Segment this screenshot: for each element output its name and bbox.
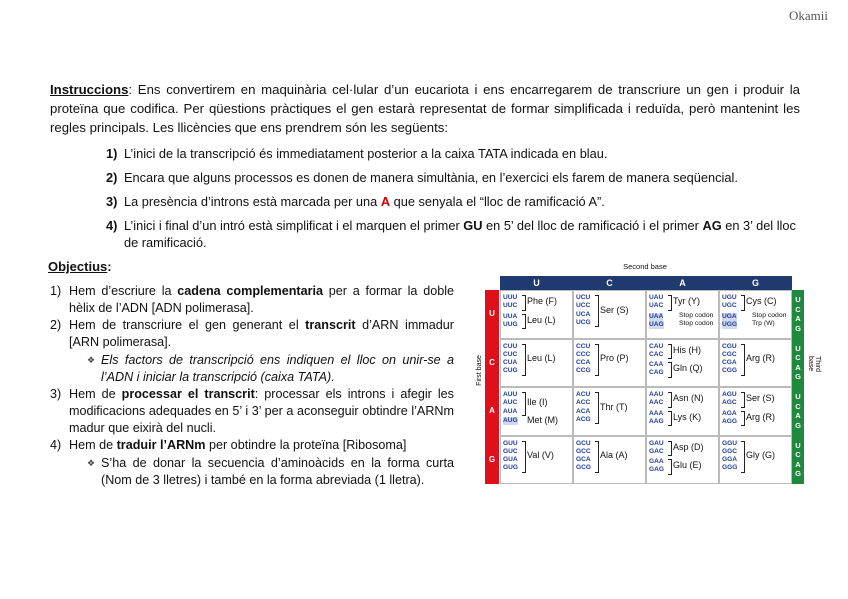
codon-bracket <box>741 295 745 311</box>
stop-codon-text: Stop codon <box>752 311 787 319</box>
codon-label: CAC <box>649 350 664 358</box>
rule-number: 4) <box>106 218 118 233</box>
codon-label: CAG <box>649 369 664 377</box>
amino-acid-label: Val (V) <box>527 450 554 461</box>
codon-bracket <box>522 314 526 330</box>
codon-label: CUU <box>503 342 518 350</box>
objectives-list <box>50 283 454 489</box>
amino-acid-label: Ile (I) <box>527 397 548 408</box>
codon-label: GCG <box>576 464 592 472</box>
codon-label: CCG <box>576 367 591 375</box>
rule-number: 3) <box>106 194 118 209</box>
second-base-header-u: U <box>500 276 573 290</box>
codon-label: GAG <box>649 466 665 474</box>
codon-bracket <box>741 344 745 376</box>
amino-acid-label: Cys (C) <box>746 296 777 307</box>
amino-acid-label: Ser (S) <box>600 304 629 315</box>
codon-label: GGG <box>722 464 738 472</box>
objective-item: 2) Hem de transcriure el gen generant el transcrit d’ARN immadur [ARN polimerasa]. ❖ Els factors de transcripció ens indiquen el lloc on unir-se a l’ADN i iniciar la transcripció (caixa TATA). <box>50 318 455 384</box>
codon-label: CUG <box>503 367 518 375</box>
codon-label: GCA <box>576 456 591 464</box>
codon-bracket <box>668 362 672 378</box>
codon-bracket <box>741 441 745 473</box>
stop-codon-text: Stop codon <box>679 311 714 319</box>
codon-label: ACC <box>576 399 591 407</box>
codon-bracket <box>522 344 526 376</box>
third-base-u: U <box>795 295 801 304</box>
codon-label: AAC <box>649 399 664 407</box>
codon-label: CCC <box>576 350 591 358</box>
codon-label: GCC <box>576 447 591 455</box>
codon-label: AUC <box>503 399 518 407</box>
branch-point-marker: A <box>380 194 391 209</box>
stop-codon-text: Stop codon <box>679 320 714 328</box>
codon-bracket <box>668 295 672 311</box>
rule-text: Encara que alguns processos es donen de manera simultània, en l’exercici els farem de manera seqüencial. <box>124 170 738 185</box>
instructions-label: Instruccions <box>50 82 129 97</box>
codon-bracket <box>595 392 599 424</box>
third-base-g: G <box>795 372 801 382</box>
amino-acid-label: Gln (Q) <box>673 363 703 374</box>
third-base-a: A <box>795 362 801 372</box>
codon-label: GUG <box>503 464 519 472</box>
amino-acid-label: Pro (P) <box>600 353 629 364</box>
codon-bracket <box>522 295 526 311</box>
third-base-u: U <box>795 392 801 401</box>
codon-bracket <box>668 344 672 360</box>
second-base-header-c: C <box>573 276 646 290</box>
codon-table <box>470 262 820 484</box>
codon-label: CCU <box>576 342 591 350</box>
codon-label: UUC <box>503 302 518 310</box>
stop-codon-text: Trp (W) <box>752 320 775 328</box>
codon-label: GCU <box>576 439 591 447</box>
diamond-bullet-icon: ❖ <box>87 355 96 365</box>
third-base-a: A <box>795 411 801 421</box>
third-base-g: G <box>795 323 801 333</box>
amino-acid-label: Arg (R) <box>746 353 775 364</box>
codon-label: UGU <box>722 294 737 301</box>
codon-label: UGC <box>722 302 737 310</box>
codon-label: UUU <box>503 294 518 301</box>
third-base-c: C <box>795 401 801 411</box>
third-base-u: U <box>795 343 801 353</box>
amino-acid-label: Gly (G) <box>746 450 775 461</box>
codon-label: UAC <box>649 302 664 310</box>
codon-label: UAU <box>649 294 664 301</box>
codon-label: AUU <box>503 391 518 398</box>
codon-label: UCA <box>576 310 591 318</box>
codon-label: GGA <box>722 456 738 464</box>
codon-label: CCA <box>576 359 591 367</box>
third-base-a: A <box>795 459 801 469</box>
rules-list <box>106 145 806 258</box>
codon-label: CGU <box>722 342 737 350</box>
second-base-header-a: A <box>646 276 719 290</box>
codon-label: CGG <box>722 367 738 375</box>
codon-bracket <box>668 411 672 427</box>
third-base-c: C <box>795 353 801 363</box>
codon-label: ACA <box>576 407 591 415</box>
instructions-text: : Ens convertirem en maquinària cel·lular d’un eucariota i ens encarregarem de transcriure un gen i produir la proteïna que codifica. Per qüestions pràctiques el gen estarà representat de formar simplificada i reduïda, però mantenint les regles principals. Les llicències que ens prendrem són les següents: <box>50 82 800 135</box>
codon-label: UCG <box>576 318 591 326</box>
objective-subitem: ❖ S’ha de donar la secuencia d’aminoàcids en la forma curta (Nom de 3 lletres) i també en la forma abreviada (1 lletra). <box>87 456 454 487</box>
amino-acid-label: His (H) <box>673 344 701 355</box>
third-base-u: U <box>795 440 801 450</box>
first-base-g: G <box>488 454 496 464</box>
second-base-header-g: G <box>719 276 792 290</box>
stop-codon-label: UAA <box>649 312 664 320</box>
codon-label: UCU <box>576 294 591 301</box>
codon-label: CGA <box>722 359 737 367</box>
codon-label: GGC <box>722 447 738 455</box>
codon-label: AGG <box>722 417 738 425</box>
first-base-c: C <box>489 357 495 367</box>
instructions-paragraph <box>50 80 800 137</box>
third-base-a: A <box>795 314 801 324</box>
codon-label: GAC <box>649 447 664 455</box>
codon-label: CUC <box>503 350 518 358</box>
amino-acid-label: Met (M) <box>527 414 558 425</box>
codon-label: CAU <box>649 342 664 350</box>
codon-bracket <box>668 441 672 457</box>
codon-bracket <box>668 459 672 475</box>
codon-label: GGU <box>722 439 738 447</box>
objective-item: 1) Hem d’escriure la cadena complementaria per a formar la doble hèlix de l’ADN [ADN polimerasa]. <box>50 284 455 315</box>
rule-text: L’inici i final d’un intró està simplificat i el marquen el primer GU en 5’ del lloc de ramificació i el primer AG en 3’ del lloc de ramificació. <box>124 218 796 250</box>
third-base-label: Third base <box>806 356 821 372</box>
codon-label: AUA <box>503 407 518 415</box>
first-base-u: U <box>489 309 495 319</box>
start-codon-label: AUG <box>503 416 518 424</box>
third-base-c: C <box>795 304 801 314</box>
codon-bracket <box>668 392 672 408</box>
codon-label: GUA <box>503 456 518 464</box>
objective-subitem: ❖ Els factors de transcripció ens indiquen el lloc on unir-se a l’ADN i iniciar la transcripció (caixa TATA). <box>87 353 454 384</box>
codon-bracket <box>741 392 745 408</box>
stop-codon-label: UGA <box>722 312 737 320</box>
first-base-a: A <box>489 406 495 416</box>
codon-bracket <box>595 295 599 327</box>
codon-label: ACG <box>576 415 591 423</box>
first-base-label: First base <box>475 355 483 386</box>
amino-acid-label: Ala (A) <box>600 450 628 461</box>
rule-number: 1) <box>106 146 118 161</box>
codon-label: AAG <box>649 417 664 425</box>
codon-label: CAA <box>649 361 664 369</box>
rule-number: 2) <box>106 170 118 185</box>
amino-acid-label: Ser (S) <box>746 393 775 404</box>
codon-label: AGU <box>722 391 737 398</box>
rule-item <box>106 169 806 186</box>
amino-acid-label: Leu (L) <box>527 353 556 364</box>
codon-label: ACU <box>576 391 591 398</box>
rule-text: La presència d’introns està marcada per una A que senyala el “lloc de ramificació A”. <box>124 194 605 209</box>
amino-acid-label: Lys (K) <box>673 411 702 422</box>
amino-acid-label: Thr (T) <box>600 401 628 412</box>
codon-bracket <box>595 344 599 376</box>
codon-label: GAU <box>649 439 664 447</box>
amino-acid-label: Phe (F) <box>527 296 558 307</box>
third-base-c: C <box>795 450 801 460</box>
rule-item <box>106 217 806 251</box>
amino-acid-label: Asn (N) <box>673 393 704 404</box>
codon-label: AGC <box>722 399 737 407</box>
codon-label: GUU <box>503 439 518 447</box>
objective-item: 3) Hem de processar el transcrit: processar els introns i afegir les modificacions adequades en 5’ i 3’ per a aconseguir obtindre l’ARNm madur que eixirà del nucli. <box>50 387 454 435</box>
codon-label: GAA <box>649 458 664 466</box>
objectives-title: Objectius: <box>48 259 112 274</box>
amino-acid-label: Glu (E) <box>673 460 702 471</box>
codon-bracket <box>522 441 526 473</box>
codon-label: CGC <box>722 350 737 358</box>
codon-bracket <box>522 392 526 416</box>
rule-text: L’inici de la transcripció és immediatament posterior a la caixa TATA indicada en blau. <box>124 146 608 161</box>
amino-acid-label: Tyr (Y) <box>673 296 700 307</box>
second-base-label: Second base <box>623 262 667 271</box>
codon-label: UCC <box>576 302 591 310</box>
stop-codon-label: UAG <box>649 321 664 329</box>
codon-label: GUC <box>503 447 518 455</box>
amino-acid-label: Leu (L) <box>527 314 556 325</box>
diamond-bullet-icon: ❖ <box>87 458 96 468</box>
codon-label: UUG <box>503 320 518 328</box>
codon-label: AGA <box>722 409 737 417</box>
codon-label: AAU <box>649 391 664 398</box>
rule-item <box>106 145 806 162</box>
codon-bracket <box>741 411 745 427</box>
codon-label: AAA <box>649 409 664 417</box>
amino-acid-label: Arg (R) <box>746 411 775 422</box>
objective-item: 4) Hem de traduir l’ARNm per obtindre la proteïna [Ribosoma] ❖ S’ha de donar la secuencia d’aminoàcids en la forma curta (Nom de 3 lletres) i també en la forma abreviada (1 lletra). <box>50 438 454 487</box>
third-base-g: G <box>795 420 801 430</box>
third-base-g: G <box>795 469 801 479</box>
codon-label: CUA <box>503 359 518 367</box>
stop-codon-label: UGG <box>722 321 738 329</box>
amino-acid-label: Asp (D) <box>673 441 704 452</box>
codon-label: UUA <box>503 312 518 320</box>
codon-bracket <box>595 441 599 473</box>
rule-item <box>106 193 806 210</box>
brand-logo-text: Okamii <box>789 8 828 23</box>
